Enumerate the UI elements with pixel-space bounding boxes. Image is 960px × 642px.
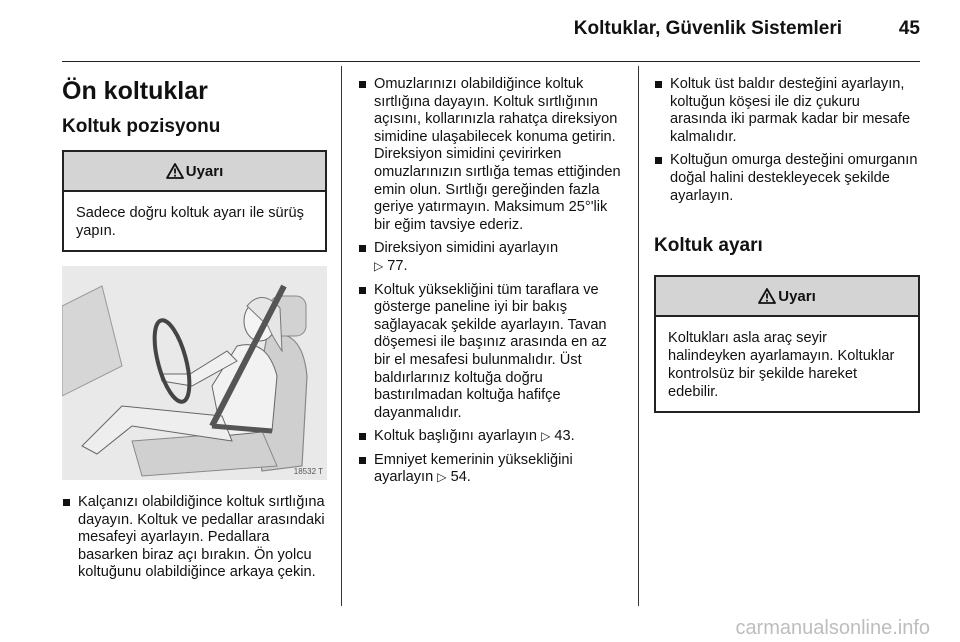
column-2 — [358, 76, 626, 493]
list-item: Koltuğun omurga desteğini omurganın doğal halini destekleyecek şekilde ayarlayın. — [654, 152, 920, 205]
warning-triangle-icon — [166, 163, 184, 179]
warning-header — [656, 277, 918, 317]
seat-position-illustration — [62, 266, 327, 480]
ref-text: Direksiyon simidini ayarlayın — [374, 240, 559, 257]
ref-text: Koltuk başlığını ayarlayın — [374, 428, 538, 445]
column-divider — [638, 66, 639, 606]
warning-text: Koltukları asla araç seyir halindeyken ayarlamayın. Koltuklar kontrolsüz bir şekilde hareket edebilir. — [668, 330, 895, 401]
list-item — [358, 452, 626, 487]
page-ref-arrow-icon: ▷ — [541, 429, 551, 444]
list-item: Kalçanızı olabildiğince koltuk sırtlığına dayayın. Koltuk ve pedallar arasındaki mesafeyi ayarlayın. Pedallara basarken biraz açı bırakın. Ön yolcu koltuğunu olabildiğince arkaya çekin. — [62, 494, 327, 582]
header-rule — [62, 61, 920, 62]
page-number: 45 — [898, 18, 920, 39]
list-item — [358, 240, 626, 275]
page-ref-arrow-icon: ▷ — [437, 470, 447, 485]
subsection-heading: Koltuk pozisyonu — [62, 116, 221, 137]
warning-triangle-icon — [758, 288, 776, 304]
column-3 — [654, 76, 920, 427]
warning-box — [62, 150, 327, 252]
column-1 — [62, 72, 327, 588]
page-ref[interactable]: 77. — [387, 257, 408, 274]
list-item: Koltuk yüksekliğini tüm taraflara ve gösterge paneline iyi bir bakış sağlayacak şekilde ayarlayın. Tavan döşemesi ile başınız arasında en az bir el mesafesi bulunmalıdır. Üst baldırlarınız koltuğa doğru bastırılmadan koltuğa hafifçe dayanmalıdır. — [358, 282, 626, 423]
page-header-title: Koltuklar, Güvenlik Sistemleri — [573, 18, 842, 39]
watermark: carmanualsonline.info — [735, 617, 930, 639]
list-item — [358, 428, 626, 446]
warning-title: Uyarı — [778, 287, 816, 305]
subsection-heading: Koltuk ayarı — [654, 235, 763, 257]
column-divider — [341, 66, 342, 606]
page-ref[interactable]: 43. — [554, 428, 575, 445]
section-heading: Ön koltuklar — [62, 77, 208, 105]
figure-code: 18532 T — [293, 467, 323, 476]
page-ref[interactable]: 54. — [450, 469, 471, 486]
list-item: Omuzlarınızı olabildiğince koltuk sırtlığına dayayın. Koltuk sırtlığının açısını, kollarınızla rahatça direksiyon simidine ulaşabilecek konuma getirin. Direksiyon simidini çevirirken omuzlarınızın sırtlığa temas ettiğinden emin olun. Sırtlığı gereğinden fazla geriye yatırmayın. Maksimum 25°'lik bir eğim tavsiye ederiz. — [358, 76, 626, 234]
driver-seat-drawing — [62, 266, 327, 480]
warning-text: Sadece doğru koltuk ayarı ile sürüş yapın. — [76, 205, 304, 239]
page-ref-arrow-icon: ▷ — [374, 258, 384, 273]
ref-text: Emniyet kemerinin yüksekliğini ayarlayın — [374, 451, 573, 486]
warning-box — [654, 275, 920, 413]
warning-title: Uyarı — [185, 162, 224, 180]
list-item: Koltuk üst baldır desteğini ayarlayın, koltuğun köşesi ile diz çukuru arasında iki parmak kadar bir mesafe kalmalıdır. — [654, 76, 920, 146]
warning-header — [64, 152, 325, 192]
